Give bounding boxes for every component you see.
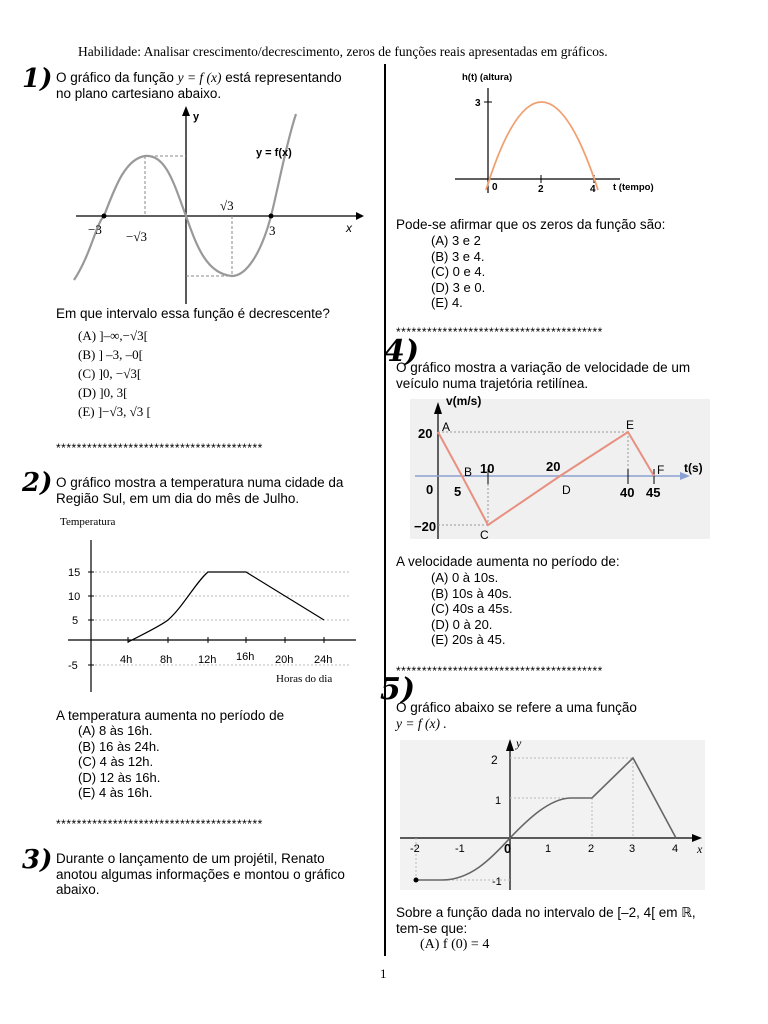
ylabel-1: 1 [495, 795, 502, 807]
xlabel-0: 0 [426, 482, 434, 497]
xlabel-3: 3 [629, 843, 636, 855]
y-label: y [516, 736, 522, 750]
xlabel-20: 20 [546, 459, 561, 474]
q1-intro: O gráfico da função y = f (x) está representando no plano cartesiano abaixo. [56, 70, 342, 101]
graph-4 [400, 394, 710, 544]
q3-intro: Durante o lançamento de um projétil, Renato anotou algumas informações e montou o gráfico abaixo. [56, 851, 345, 897]
x-label: x [697, 842, 703, 856]
point-c: C [480, 528, 489, 542]
separator-1: **************************************** [56, 441, 263, 455]
t-label: t (tempo) [613, 182, 654, 193]
temp-xlabel: Horas do dia [276, 673, 333, 685]
xlabel-2: 2 [538, 184, 544, 195]
graph-5 [400, 735, 710, 895]
tick-3: 3 [269, 223, 276, 238]
h-label: h(t) (altura) [462, 72, 513, 83]
xlabel-0: 0 [504, 841, 512, 856]
q4-option-c[interactable]: (C) 40s a 45s. [431, 601, 513, 616]
q2-option-b[interactable]: (B) 16 às 24h. [78, 738, 160, 754]
q4-options [431, 570, 513, 648]
separator-3: **************************************** [396, 325, 603, 339]
y-arrow [182, 106, 190, 116]
q5-question: Sobre a função dada no intervalo de [–2, 4[ em ℝ, tem-se que: [396, 905, 696, 936]
q4-intro: O gráfico mostra a variação de velocidade de um veículo numa trajetória retilínea. [396, 360, 691, 391]
q5-intro: O gráfico abaixo se refere a uma função y = f (x) . [396, 700, 714, 731]
q2-intro: O gráfico mostra a temperatura numa cidade da Região Sul, em um dia do mês de Julho. [56, 475, 344, 506]
ylabel-10: 10 [68, 591, 81, 603]
q2-question: A temperatura aumenta no período de [56, 708, 285, 723]
y-label: y [193, 111, 200, 123]
xlabel-4: 4 [672, 843, 679, 855]
q2-options [78, 723, 160, 801]
q2-option-a[interactable]: (A) 8 às 16h. [78, 723, 153, 738]
tick-neg-sqrt3: −√3 [126, 229, 147, 244]
zero-neg3 [102, 214, 107, 219]
ylabel-neg20: −20 [414, 519, 437, 534]
q3-question: Pode-se afirmar que os zeros da função são: [396, 217, 666, 232]
q1-option-e[interactable]: (E) ]−√3, √3 [ [78, 404, 151, 419]
x-arrow [356, 212, 364, 220]
q4-question: A velocidade aumenta no período de: [396, 554, 620, 569]
q3-option-b[interactable]: (B) 3 e 4. [431, 248, 485, 264]
ylabel-3: 3 [475, 98, 481, 109]
closed-point [414, 878, 419, 883]
ylabel-neg1: -1 [492, 876, 502, 888]
t-label: t(s) [684, 461, 703, 475]
q3-options [431, 233, 485, 311]
question-number-5: 5) [380, 672, 416, 707]
q5-intro-line: O gráfico abaixo se refere a uma função [396, 700, 637, 715]
q4-option-e[interactable]: (E) 20s à 45. [431, 632, 506, 647]
q3-option-a[interactable]: (A) 3 e 2 [431, 233, 481, 248]
v-label: v(m/s) [446, 394, 482, 408]
graph-2 [58, 512, 358, 697]
point-f: F [657, 463, 665, 477]
xlabel-20h: 20h [275, 654, 294, 666]
xlabel-40: 40 [620, 485, 635, 500]
xlabel-12h: 12h [198, 654, 217, 666]
ylabel-2: 2 [491, 753, 498, 767]
q1-option-b[interactable]: (B) ] –3, –0[ [78, 347, 143, 362]
q3-option-e[interactable]: (E) 4. [431, 295, 463, 310]
q5-option-a[interactable]: (A) f (0) = 4 [420, 937, 490, 952]
q4-option-d[interactable]: (D) 0 à 20. [431, 616, 493, 632]
xlabel-10: 10 [480, 461, 495, 476]
q4-option-a[interactable]: (A) 0 à 10s. [431, 570, 499, 585]
parabola [486, 102, 598, 190]
page-number: 1 [380, 966, 387, 981]
xlabel-5: 5 [454, 484, 462, 499]
xlabel-2: 2 [588, 843, 595, 855]
q1-option-c[interactable]: (C) ]0, −√3[ [78, 366, 142, 381]
q2-option-d[interactable]: (D) 12 às 16h. [78, 769, 161, 785]
question-number-2: 2) [22, 468, 53, 498]
func-label: y = f(x) [256, 147, 292, 159]
q1-question: Em que intervalo essa função é decrescente? [56, 306, 330, 321]
q1-option-d[interactable]: (D) ]0, 3[ [78, 385, 128, 400]
zero-3 [269, 214, 274, 219]
xlabel-0: 0 [492, 182, 498, 193]
question-number-4: 4) [384, 334, 420, 369]
ylabel-neg5: -5 [68, 660, 78, 672]
q1-options [78, 326, 151, 421]
ylabel-5: 5 [72, 615, 79, 627]
graph-3 [450, 68, 670, 198]
xlabel-4h: 4h [120, 654, 133, 666]
temp-title: Temperatura [60, 516, 116, 528]
graph-1 [56, 104, 366, 304]
temp-curve [128, 572, 324, 642]
point-b: B [464, 465, 473, 479]
q2-option-e[interactable]: (E) 4 às 16h. [78, 785, 153, 800]
q1-option-a[interactable]: (A) ]–∞,−√3[ [78, 328, 148, 343]
xlabel-16h: 16h [236, 651, 255, 663]
tick-neg3: −3 [88, 222, 102, 237]
xlabel-45: 45 [646, 485, 661, 500]
point-e: E [626, 418, 635, 432]
xlabel-8h: 8h [160, 654, 173, 666]
point-a: A [442, 420, 451, 434]
separator-2: **************************************** [56, 817, 263, 831]
separator-4: **************************************** [396, 664, 603, 678]
question-number-3: 3) [22, 845, 53, 875]
q3-option-c[interactable]: (C) 0 e 4. [431, 264, 486, 279]
xlabel-neg2: -2 [410, 843, 420, 855]
curve-f [74, 114, 296, 280]
column-divider [384, 64, 386, 956]
xlabel-1: 1 [545, 843, 552, 855]
xlabel-4: 4 [590, 184, 596, 195]
q3-option-d[interactable]: (D) 3 e 0. [431, 279, 486, 295]
point-d: D [562, 483, 571, 497]
ylabel-15: 15 [68, 567, 81, 579]
q2-option-c[interactable]: (C) 4 às 12h. [78, 754, 154, 769]
xlabel-24h: 24h [314, 654, 333, 666]
tick-sqrt3: √3 [220, 198, 234, 213]
page-header: Habilidade: Analisar crescimento/decrescimento, zeros de funções reais apresentadas em gráficos. [78, 44, 608, 59]
graph-5-bg [400, 740, 705, 890]
x-label: x [346, 221, 352, 235]
xlabel-neg1: -1 [455, 843, 465, 855]
q4-option-b[interactable]: (B) 10s à 40s. [431, 585, 512, 601]
question-number-1: 1) [22, 64, 53, 94]
ylabel-20: 20 [418, 426, 433, 441]
